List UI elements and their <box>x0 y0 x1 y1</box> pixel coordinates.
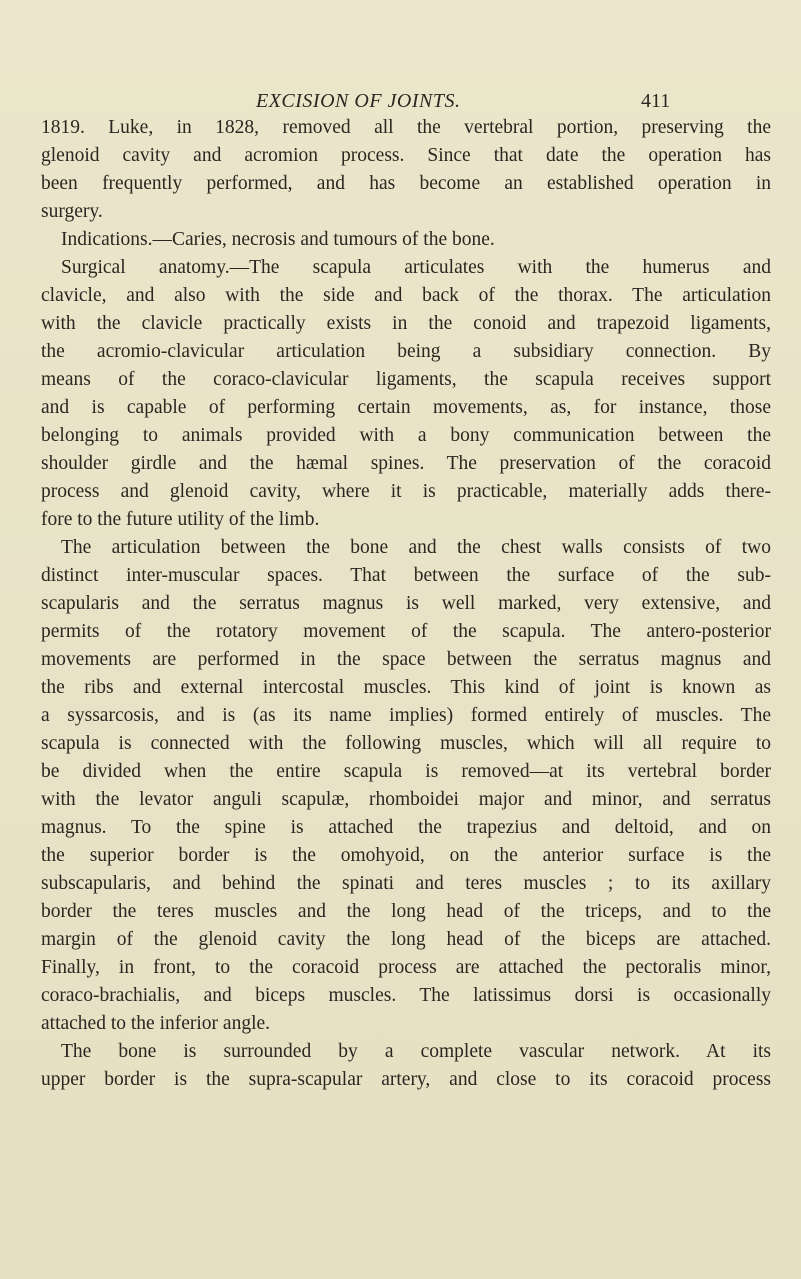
text-line: surgery. <box>41 201 103 222</box>
text-line: the superior border is the omohyoid, on the anterior surface is the <box>41 845 771 866</box>
text-line: Indications.—Caries, necrosis and tumours of the bone. <box>61 229 495 250</box>
text-line: magnus. To the spine is attached the trapezius and deltoid, and on <box>41 817 771 838</box>
body-text <box>41 114 771 1094</box>
text-line: coraco-brachialis, and biceps muscles. The latissimus dorsi is occasionally <box>41 985 771 1006</box>
text-line: upper border is the supra-scapular artery, and close to its coracoid process <box>41 1069 771 1090</box>
text-line: clavicle, and also with the side and back of the thorax. The articulation <box>41 285 771 306</box>
text-line: the ribs and external intercostal muscles. This kind of joint is known as <box>41 677 771 698</box>
text-line: the acromio-clavicular articulation being a subsidiary connection. By <box>41 341 771 362</box>
text-line: distinct inter-muscular spaces. That between the surface of the sub- <box>41 565 771 586</box>
text-line: scapula is connected with the following muscles, which will all require to <box>41 733 771 754</box>
text-line: belonging to animals provided with a bony communication between the <box>41 425 771 446</box>
text-line: a syssarcosis, and is (as its name implies) formed entirely of muscles. The <box>41 705 771 726</box>
text-line: be divided when the entire scapula is removed—at its vertebral border <box>41 761 771 782</box>
text-line: shoulder girdle and the hæmal spines. The preservation of the coracoid <box>41 453 771 474</box>
text-line: scapularis and the serratus magnus is well marked, very extensive, and <box>41 593 771 614</box>
text-line: attached to the inferior angle. <box>41 1013 271 1034</box>
text-line: permits of the rotatory movement of the scapula. The antero-posterior <box>41 621 771 642</box>
text-line: margin of the glenoid cavity the long head of the biceps are attached. <box>41 929 771 950</box>
text-line: The bone is surrounded by a complete vascular network. At its <box>61 1041 771 1062</box>
text-line: Finally, in front, to the coracoid process are attached the pectoralis minor, <box>41 957 771 978</box>
text-line: with the clavicle practically exists in the conoid and trapezoid ligaments, <box>41 313 771 334</box>
text-line: and is capable of performing certain movements, as, for instance, those <box>41 397 771 418</box>
text-line: subscapularis, and behind the spinati and teres muscles ; to its axillary <box>41 873 771 894</box>
text-line: movements are performed in the space between the serratus magnus and <box>41 649 771 670</box>
text-line: The articulation between the bone and the chest walls consists of two <box>61 537 771 558</box>
text-line: border the teres muscles and the long head of the triceps, and to the <box>41 901 771 922</box>
text-line: means of the coraco-clavicular ligaments, the scapula receives support <box>41 369 771 390</box>
text-line: process and glenoid cavity, where it is practicable, materially adds there- <box>41 481 771 502</box>
text-line: glenoid cavity and acromion process. Since that date the operation has <box>41 145 771 166</box>
text-line: with the levator anguli scapulæ, rhomboidei major and minor, and serratus <box>41 789 771 810</box>
text-line: been frequently performed, and has become an established operation in <box>41 173 771 194</box>
running-title: EXCISION OF JOINTS. <box>256 90 461 112</box>
text-line: Surgical anatomy.—The scapula articulates with the humerus and <box>61 257 771 278</box>
text-line: fore to the future utility of the limb. <box>41 509 320 530</box>
page-number: 411 <box>641 90 671 112</box>
page-header <box>0 86 801 116</box>
text-line: 1819. Luke, in 1828, removed all the vertebral portion, preserving the <box>41 117 771 138</box>
